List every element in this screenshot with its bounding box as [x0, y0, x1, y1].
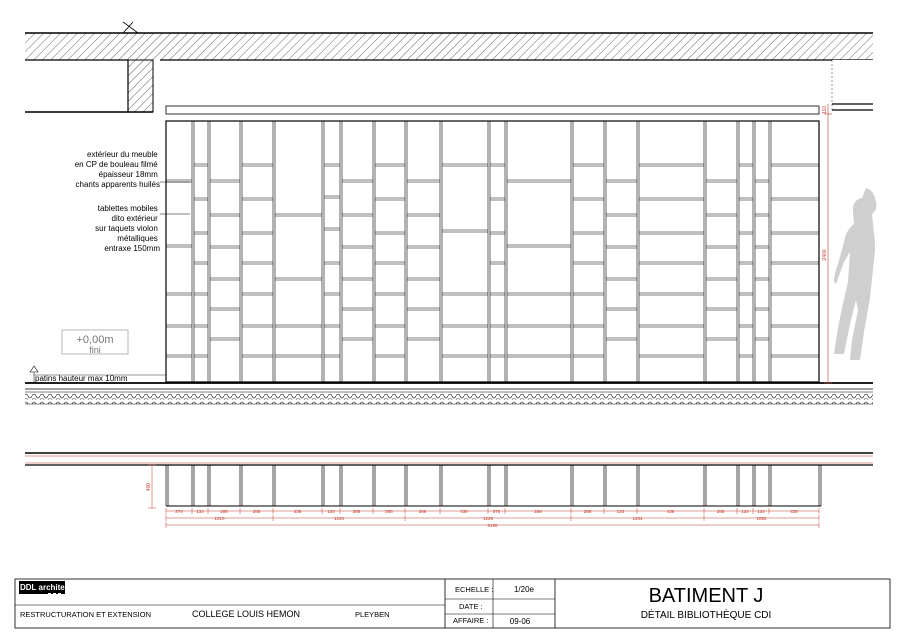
- bookcase-elevation: [166, 121, 819, 382]
- height-dimension: [822, 104, 832, 383]
- dimension-label: 134: [616, 509, 625, 514]
- dimension-label: 134: [327, 509, 335, 514]
- floor-slab: [25, 383, 873, 404]
- annotation-line: en CP de bouleau filmé: [74, 160, 158, 169]
- town: PLEYBEN: [355, 610, 390, 619]
- firm-name: DDL architectes: [20, 583, 81, 592]
- ceiling-slab: [25, 22, 873, 112]
- drawing-subtitle: DÉTAIL BIBLIOTHÈQUE CDI: [640, 610, 772, 621]
- dimension-label: 274: [175, 509, 183, 514]
- title-block: [15, 579, 890, 628]
- dimension-label: 134: [757, 509, 765, 514]
- job-value: 09-06: [509, 617, 531, 626]
- annotation-line: sur taquets violon: [95, 224, 158, 233]
- dimension-label: 286: [385, 509, 393, 514]
- bookcase-frame: [166, 121, 819, 382]
- height-dim-text: 2400: [822, 249, 828, 261]
- scale-value: 1/20e: [513, 585, 535, 594]
- building-title: BATIMENT J: [648, 585, 764, 607]
- dimension-label: 438: [293, 509, 302, 514]
- annotation-line: extérieur du meuble: [87, 150, 158, 159]
- dimension-label: 286: [716, 509, 725, 514]
- project-type: RESTRUCTURATION ET EXTENSION: [20, 610, 151, 619]
- annotation-line: épaisseur 18mm: [98, 170, 158, 179]
- total-dimension-label: 6190: [487, 523, 498, 528]
- dimension-label: 286: [352, 509, 361, 514]
- person-silhouette: [834, 188, 877, 360]
- level-label: fini: [89, 345, 101, 355]
- dimension-label: 134: [196, 509, 204, 514]
- job-label: AFFAIRE :: [453, 616, 489, 625]
- annotation-line: dito extérieur: [111, 214, 158, 223]
- dimension-label: 1234: [632, 516, 643, 521]
- feet-note: patins hauteur max 10mm: [35, 374, 128, 383]
- dimension-label: 1229: [482, 516, 494, 521]
- dimension-label: 1082: [756, 516, 767, 521]
- dimension-label: 438: [460, 509, 468, 514]
- dimension-label: 438: [666, 509, 675, 514]
- date-label: DATE :: [459, 602, 483, 611]
- annotation-line: tablettes mobiles: [97, 204, 158, 213]
- annotation-line: métalliques: [117, 234, 158, 243]
- dimension-label: 286: [534, 509, 542, 514]
- soffit-board: [166, 106, 819, 114]
- dimension-label: 286: [252, 509, 261, 514]
- annotation-line: entraxe 150mm: [104, 244, 160, 253]
- plan-depth-dim: 400: [146, 482, 152, 492]
- svg-text:extérieur du meuble en C: [75, 150, 160, 189]
- dimension-label: 286: [220, 509, 228, 514]
- dimension-label: 286: [418, 509, 427, 514]
- dimension-label: 435: [790, 509, 798, 514]
- top-gap-dim-text: 110: [822, 106, 828, 114]
- dimension-label: 570: [492, 509, 501, 514]
- level-value: +0,00m: [76, 334, 114, 346]
- plan-section: [25, 453, 873, 528]
- dimension-label: 286: [583, 509, 592, 514]
- svg-text:tablettes mobiles dito e: [95, 204, 160, 253]
- scale-label: ECHELLE :: [455, 585, 494, 594]
- dimension-label: 1010: [214, 516, 225, 521]
- project-name: COLLEGE LOUIS HEMON: [192, 609, 301, 619]
- dimension-label: 1234: [333, 516, 345, 521]
- annotation-line: chants apparents huilés: [75, 180, 160, 189]
- dimension-label: 134: [741, 509, 749, 514]
